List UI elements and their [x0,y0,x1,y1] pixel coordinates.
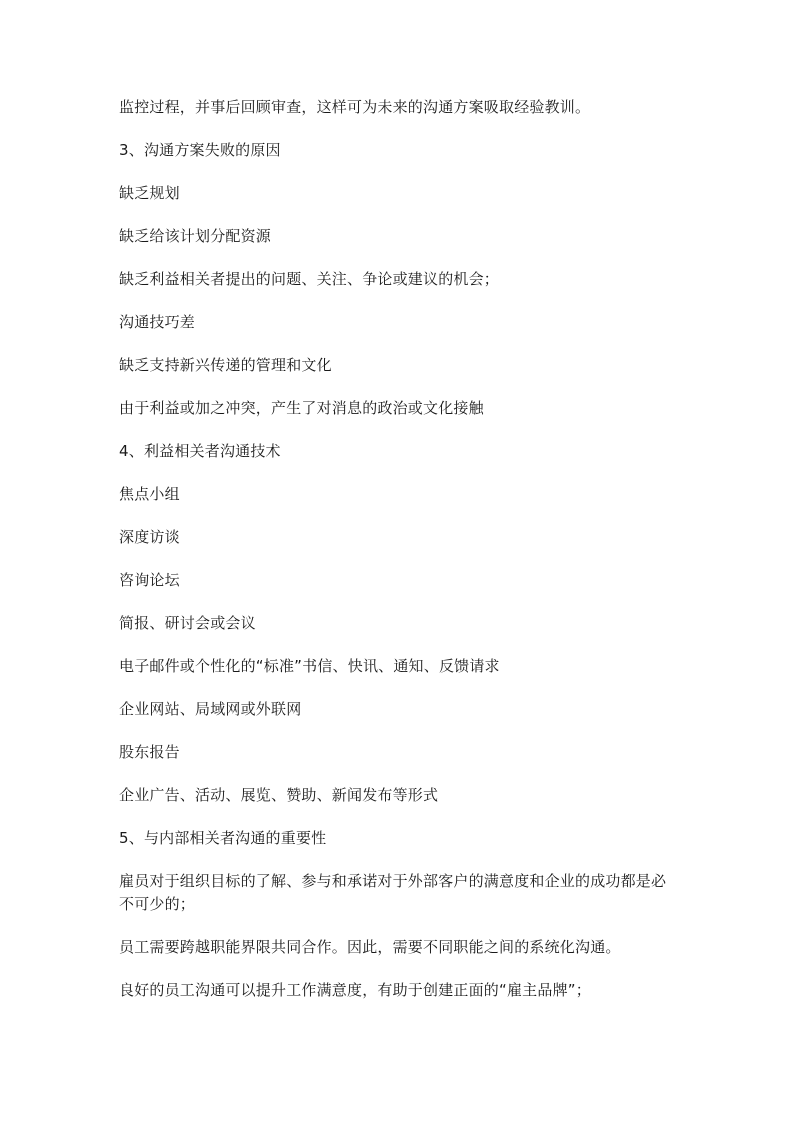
list-item-interest-conflict: 由于利益或加之冲突，产生了对消息的政治或文化接触 [119,399,484,417]
paragraph-cross-functional-collaboration: 员工需要跨越职能界限共同合作。因此，需要不同职能之间的系统化沟通。 [119,938,621,956]
document-body [119,96,681,1022]
heading-stakeholder-techniques: 4、利益相关者沟通技术 [119,442,281,460]
list-item-lack-resources: 缺乏给该计划分配资源 [119,227,272,245]
list-item-poor-skills: 沟通技巧差 [119,313,196,331]
paragraph-employer-brand: 良好的员工沟通可以提升工作满意度，有助于创建正面的“雇主品牌”； [119,981,591,999]
heading-internal-communication-importance: 5、与内部相关者沟通的重要性 [119,829,327,847]
list-item-email-letters: 电子邮件或个性化的“标准”书信、快讯、通知、反馈请求 [119,657,500,675]
list-item-consultation-forum: 咨询论坛 [119,571,180,589]
list-item-briefing-seminar: 简报、研讨会或会议 [119,614,256,632]
heading-communication-failure-reasons: 3、沟通方案失败的原因 [119,141,281,159]
list-item-lack-planning: 缺乏规划 [119,184,180,202]
list-item-lack-stakeholder-opportunity: 缺乏利益相关者提出的问题、关注、争论或建议的机会； [119,270,500,288]
list-item-corporate-advertising: 企业广告、活动、展览、赞助、新闻发布等形式 [119,786,439,804]
list-item-corporate-website: 企业网站、局域网或外联网 [119,700,302,718]
list-item-focus-group: 焦点小组 [119,485,180,503]
paragraph-review-lessons: 监控过程，并事后回顾审查，这样可为未来的沟通方案吸取经验教训。 [119,98,591,116]
list-item-lack-management-culture: 缺乏支持新兴传递的管理和文化 [119,356,332,374]
list-item-shareholder-report: 股东报告 [119,743,180,761]
paragraph-employee-commitment: 雇员对于组织目标的了解、参与和承诺对于外部客户的满意度和企业的成功都是必不可少的； [119,872,667,913]
list-item-in-depth-interview: 深度访谈 [119,528,180,546]
